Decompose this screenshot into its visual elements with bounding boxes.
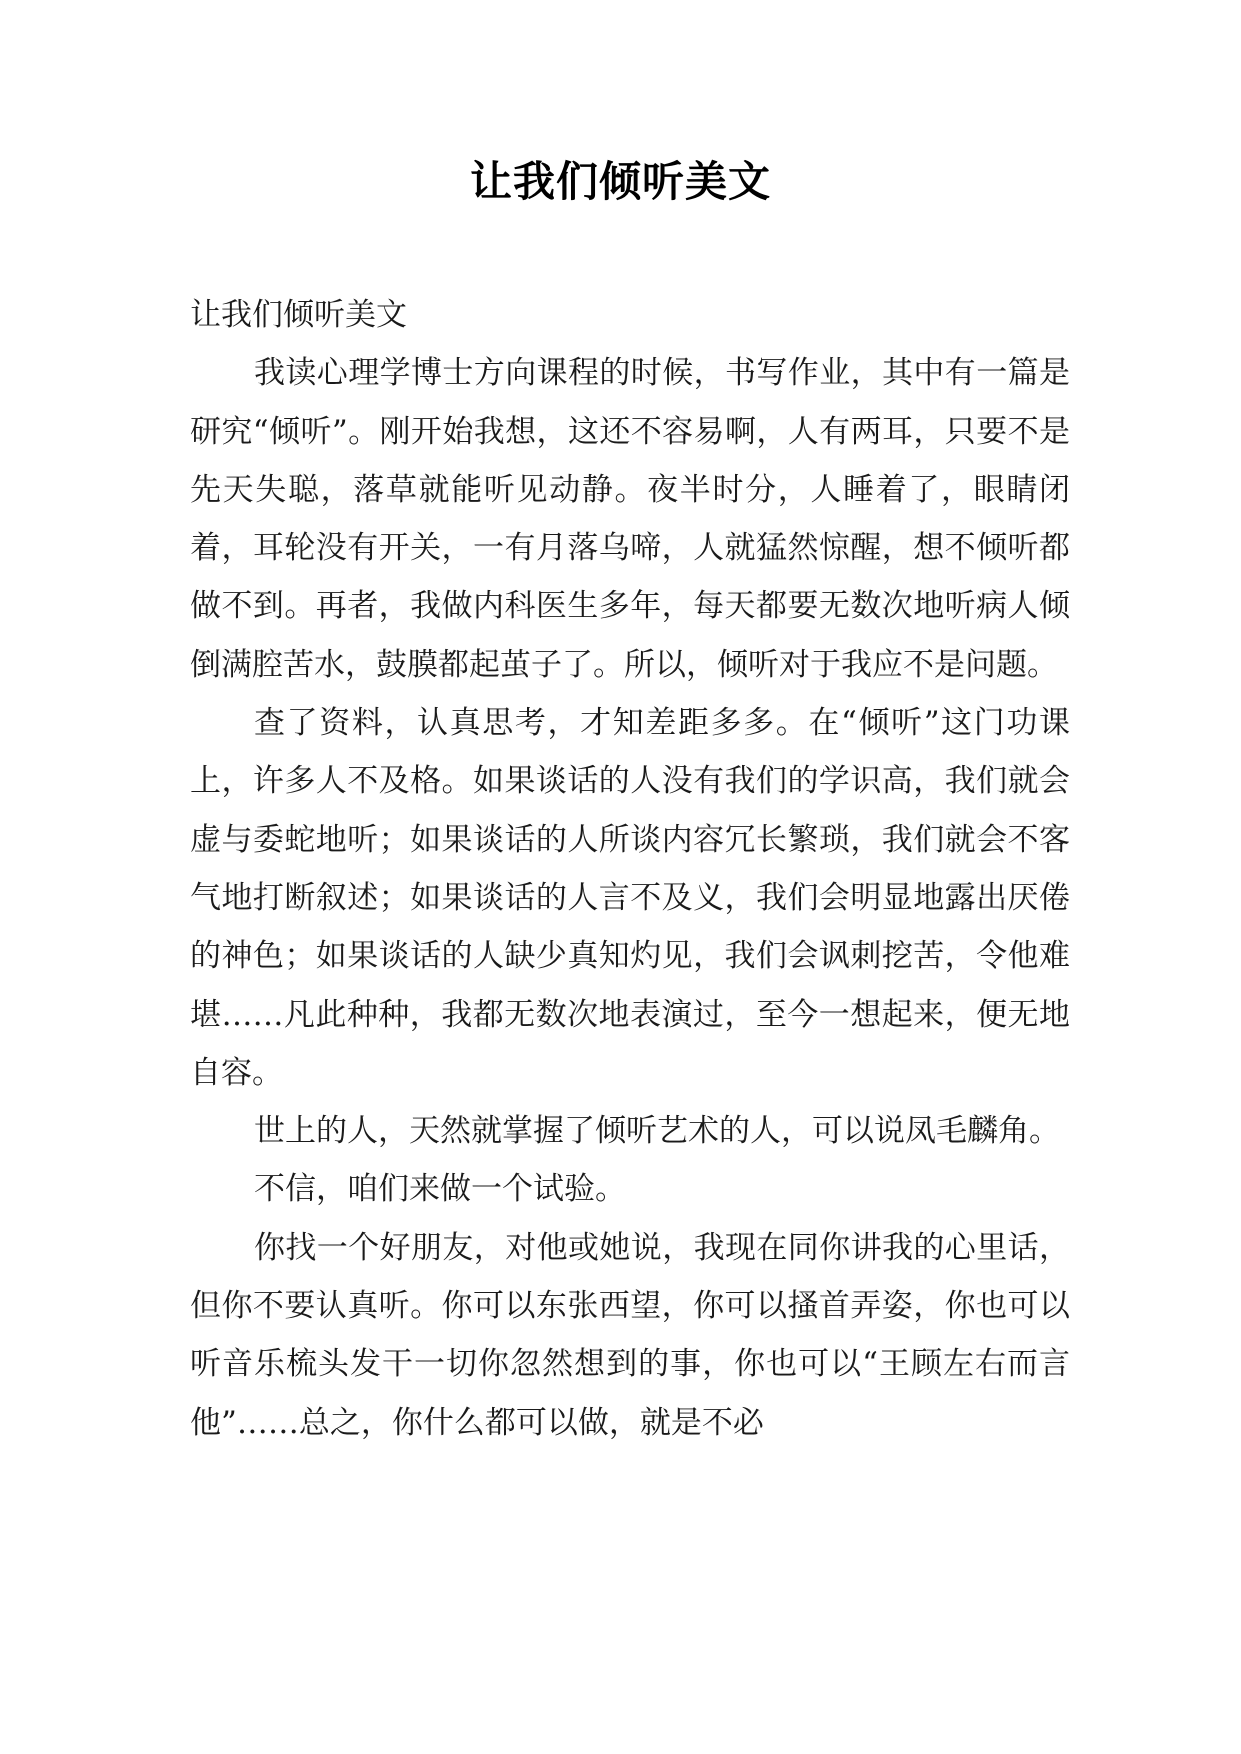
paragraph: 我读心理学博士方向课程的时候，书写作业，其中有一篇是研究“倾听”。刚开始我想，这还不容易啊，人有两耳，只要不是先天失聪，落草就能听见动静。夜半时分，人睡着了，眼睛闭着，耳轮没有开关，一有月落乌啼，人就猛然惊醒，想不倾听都做不到。再者，我做内科医生多年，每天都要无数次地听病人倾倒满腔苦水，鼓膜都起茧子了。所以，倾听对于我应不是问题。 — [190, 355, 1070, 683]
document-body — [190, 286, 1070, 1452]
document-title: 让我们倾听美文 — [469, 157, 771, 206]
paragraph: 世上的人，天然就掌握了倾听艺术的人，可以说凤毛麟角。 — [254, 1113, 1060, 1150]
paragraph: 不信，咱们来做一个试验。 — [254, 1171, 626, 1208]
document-subtitle: 让我们倾听美文 — [190, 297, 407, 333]
paragraph: 你找一个好朋友，对他或她说，我现在同你讲我的心里话，但你不要认真听。你可以东张西望，你可以搔首弄姿，你也可以听音乐梳头发干一切你忽然想到的事，你也可以“王顾左右而言他”……总之，你什么都可以做，就是不必 — [190, 1229, 1070, 1441]
paragraph: 查了资料，认真思考，才知差距多多。在“倾听”这门功课上，许多人不及格。如果谈话的人没有我们的学识高，我们就会虚与委蛇地听；如果谈话的人所谈内容冗长繁琐，我们就会不客气地打断叙述；如果谈话的人言不及义，我们会明显地露出厌倦的神色；如果谈话的人缺少真知灼见，我们会讽刺挖苦，令他难堪……凡此种种，我都无数次地表演过，至今一想起来，便无地自容。 — [190, 705, 1070, 1091]
